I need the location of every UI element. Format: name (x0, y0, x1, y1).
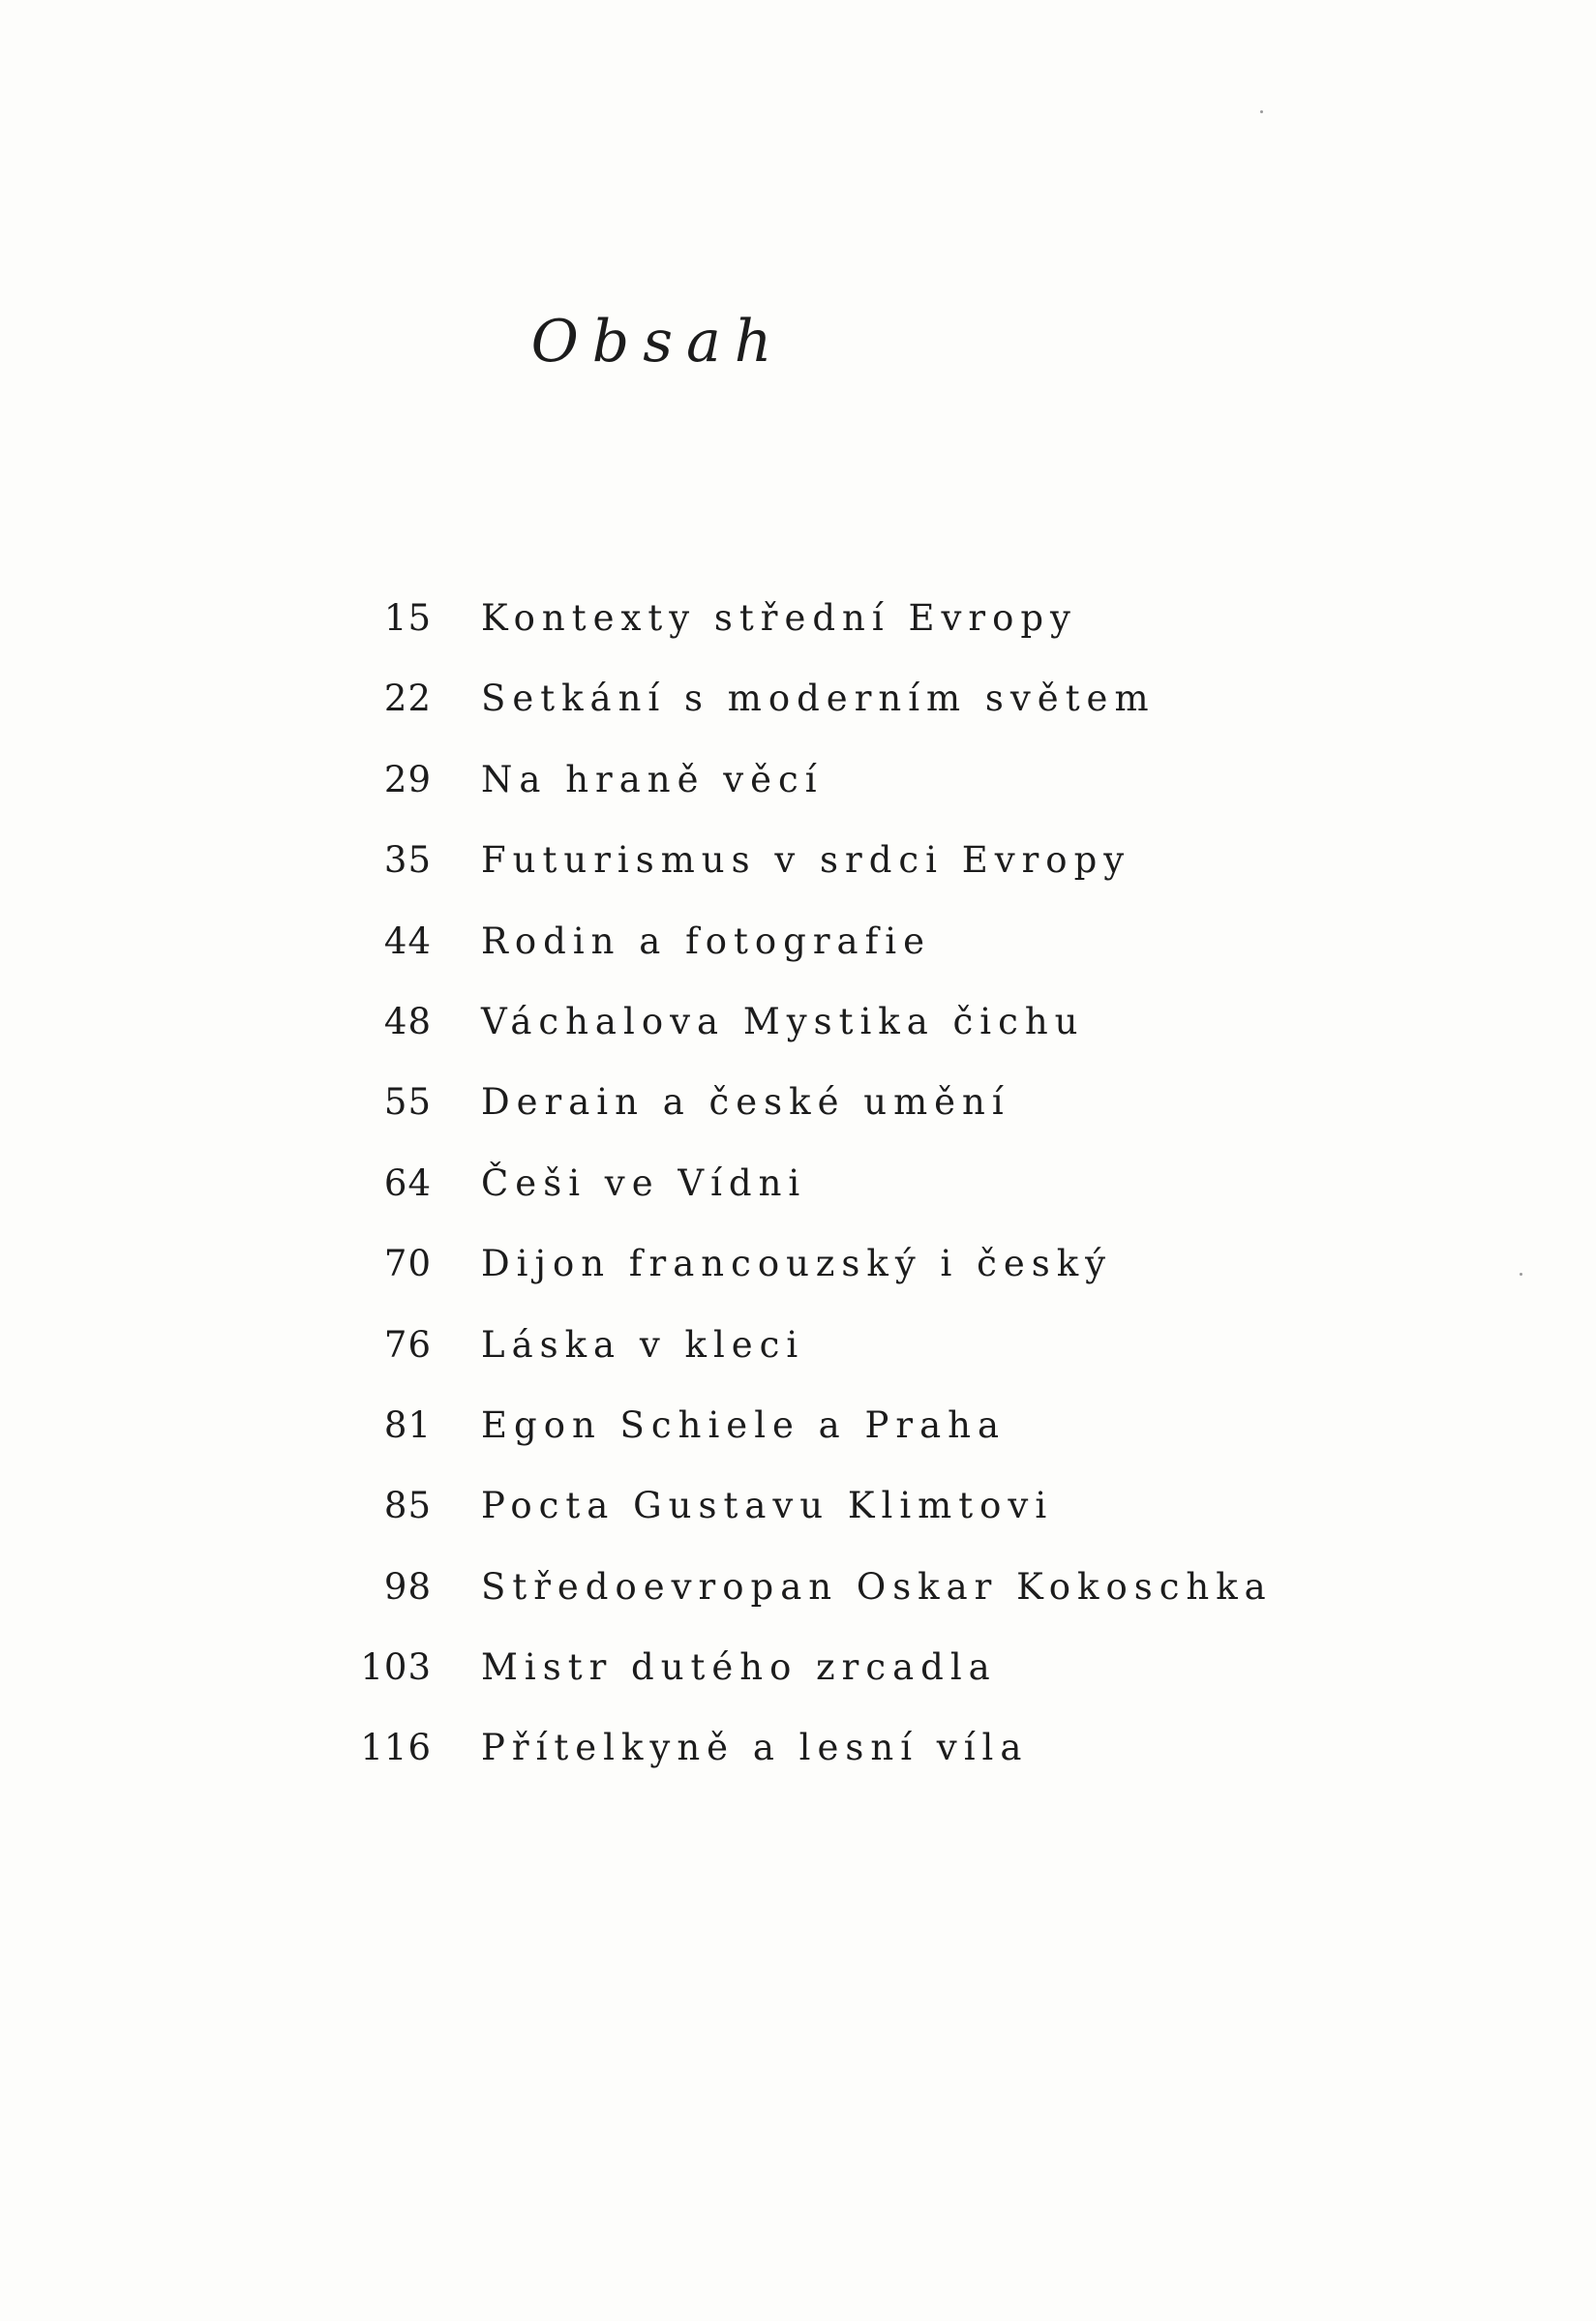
toc-entry (0, 1476, 1596, 1556)
paper-speck (1260, 110, 1263, 113)
toc-entry (0, 588, 1596, 669)
toc-page-number: 64 (383, 1161, 432, 1204)
paper-speck (1520, 1273, 1522, 1276)
toc-chapter-title: Češi ve Vídni (481, 1161, 807, 1204)
toc-page-number: 44 (383, 919, 432, 962)
toc-page-number: 22 (383, 678, 432, 720)
toc-entry (0, 1234, 1596, 1314)
toc-entry (0, 669, 1596, 749)
toc-chapter-title: Dijon francouzský i český (481, 1243, 1113, 1285)
toc-page-number: 29 (383, 758, 432, 800)
toc-chapter-title: Středoevropan Oskar Kokoschka (481, 1565, 1273, 1608)
toc-entry (0, 1638, 1596, 1718)
toc-entry (0, 1154, 1596, 1234)
toc-page-number: 81 (383, 1403, 432, 1446)
toc-entry (0, 1072, 1596, 1153)
toc-entry (0, 750, 1596, 830)
toc-page-number: 55 (383, 1081, 432, 1124)
toc-chapter-title: Derain a české umění (481, 1081, 1010, 1124)
toc-entry (0, 830, 1596, 911)
toc-page-number: 35 (383, 839, 432, 882)
toc-entry (0, 912, 1596, 992)
toc-chapter-title: Váchalova Mystika čichu (481, 1000, 1085, 1042)
toc-chapter-title: Na hraně věcí (481, 758, 824, 800)
toc-page-number: 116 (360, 1727, 432, 1769)
toc-chapter-title: Rodin a fotografie (481, 919, 932, 962)
toc-chapter-title: Láska v kleci (481, 1323, 805, 1366)
toc-chapter-title: Setkání s moderním světem (481, 678, 1156, 720)
toc-chapter-title: Přítelkyně a lesní víla (481, 1727, 1029, 1769)
toc-chapter-title: Mistr dutého zrcadla (481, 1646, 997, 1689)
toc-chapter-title: Pocta Gustavu Klimtovi (481, 1485, 1054, 1527)
toc-page-number: 15 (383, 597, 432, 639)
toc-page-number: 70 (383, 1243, 432, 1285)
toc-entry (0, 1557, 1596, 1638)
toc-page-number: 98 (383, 1565, 432, 1608)
table-of-contents (0, 588, 1596, 1799)
toc-chapter-title: Futurismus v srdci Evropy (481, 839, 1131, 882)
toc-page-number: 76 (383, 1323, 432, 1366)
toc-entry (0, 992, 1596, 1072)
toc-page-number: 48 (383, 1000, 432, 1042)
toc-entry (0, 1396, 1596, 1476)
toc-chapter-title: Egon Schiele a Praha (481, 1403, 1007, 1446)
toc-chapter-title: Kontexty střední Evropy (481, 597, 1077, 639)
toc-entry (0, 1718, 1596, 1798)
toc-page-number: 85 (383, 1485, 432, 1527)
toc-entry (0, 1315, 1596, 1396)
page-title: Obsah (530, 308, 786, 376)
toc-page-number: 103 (360, 1646, 432, 1689)
